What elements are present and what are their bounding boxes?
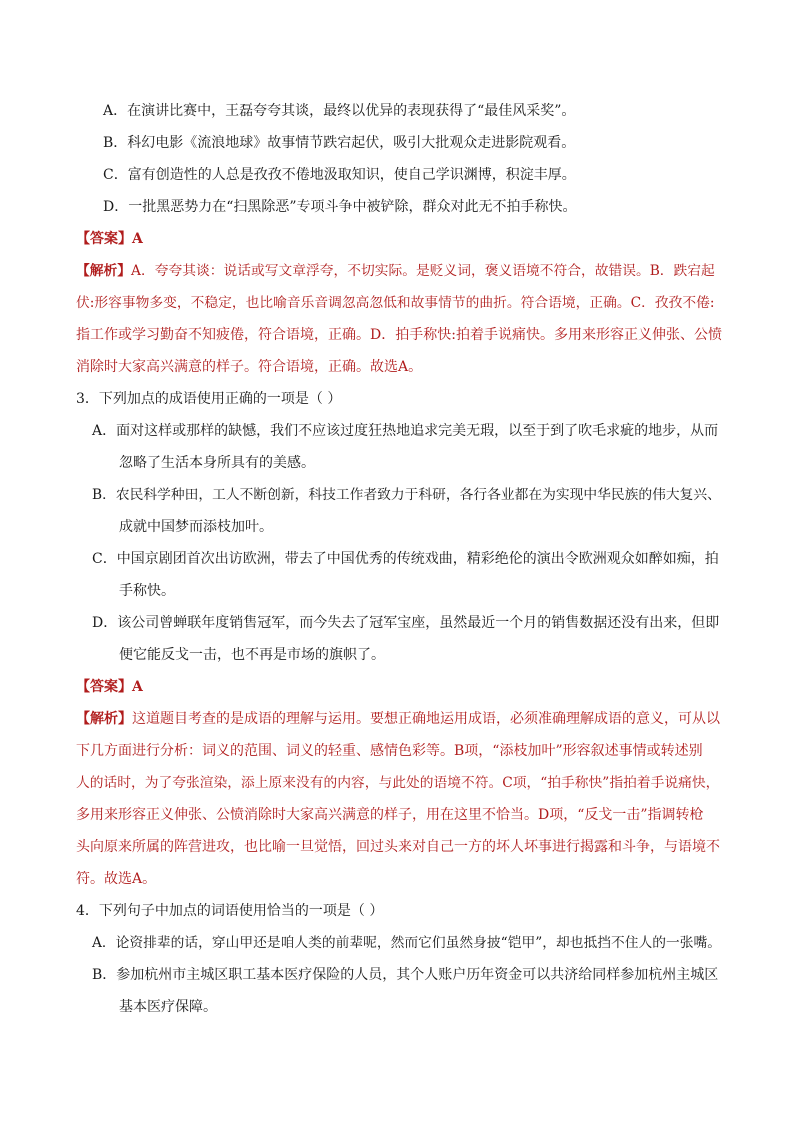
q3-option-d-line-2: 便它能反戈一击，也不再是市场的旗帜了。 bbox=[119, 647, 385, 663]
q2-answer bbox=[76, 229, 143, 249]
q3-analysis-line-5: 头向原来所属的阵营进攻，也比喻一旦觉悟，回过头来对自己一方的坏人坏事进行揭露和斗争，与语境不 bbox=[76, 839, 720, 855]
q3-analysis-line-4: 多用来形容正义伸张、公愤消除时大家高兴满意的样子，用在这里不恰当。D项，“反戈一击”指调转枪 bbox=[76, 807, 704, 823]
q3-option-b-line-2: 成就中国梦而添枝加叶。 bbox=[119, 519, 273, 535]
q2-analysis-line-2: 伏:形容事物多变，不稳定，也比喻音乐音调忽高忽低和故事情节的曲折。符合语境，正确。C．孜孜不倦: bbox=[76, 295, 715, 311]
q3-option-a-line-1: A．面对这样或那样的缺憾，我们不应该过度狂热地追求完美无瑕，以至于到了吹毛求疵的地步，从而 bbox=[92, 423, 719, 439]
answer-label: 【答案】 bbox=[76, 679, 132, 695]
q3-analysis-line-2: 下几方面进行分析：词义的范围、词义的轻重、感情色彩等。B项，“添枝加叶”形容叙述事情或转述别 bbox=[76, 743, 703, 759]
q3-answer bbox=[76, 677, 143, 697]
q4-option-b-line-2: 基本医疗保障。 bbox=[119, 999, 217, 1015]
q2-analysis-line-3: 指工作或学习勤奋不知疲倦，符合语境，正确。D．拍手称快:拍着手说痛快。多用来形容正义伸张、公愤 bbox=[76, 327, 722, 343]
q3-analysis-line-1: 【解析】这道题目考查的是成语的理解与运用。要想正确地运用成语，必须准确理解成语的意义，可从以 bbox=[76, 711, 720, 727]
q3-option-b-line-1: B．农民科学种田，工人不断创新，科技工作者致力于科研，各行各业都在为实现中华民族的伟大复兴、 bbox=[92, 487, 721, 503]
q3-option-a-line-2: 忽略了生活本身所具有的美感。 bbox=[119, 455, 315, 471]
q3-stem: 3．下列加点的成语使用正确的一项是（ ） bbox=[76, 391, 342, 407]
q2-option-b: B．科幻电影《流浪地球》故事情节跌宕起伏，吸引大批观众走进影院观看。 bbox=[103, 135, 576, 151]
q2-option-d: D．一批黑恶势力在“扫黑除恶”专项斗争中被铲除，群众对此无不拍手称快。 bbox=[103, 199, 577, 215]
answer-label: 【答案】 bbox=[76, 231, 132, 247]
q4-option-b-line-1: B．参加杭州市主城区职工基本医疗保险的人员，其个人账户历年资金可以共济给同样参加杭州主城区 bbox=[92, 967, 719, 983]
q4-stem: 4．下列句子中加点的词语使用恰当的一项是（ ） bbox=[76, 903, 384, 919]
answer-value: A bbox=[132, 231, 143, 247]
answer-value: A bbox=[132, 679, 143, 695]
q3-analysis-line-6: 符。故选A。 bbox=[76, 871, 157, 887]
q3-option-d-line-1: D．该公司曾蝉联年度销售冠军，而今失去了冠军宝座，虽然最近一个月的销售数据还没有出来，但即 bbox=[92, 615, 720, 631]
analysis-label: 【解析】 bbox=[76, 263, 132, 279]
q2-analysis-line-1: 【解析】A．夸夸其谈：说话或写文章浮夸，不切实际。是贬义词，褒义语境不符合，故错误。B．跌宕起 bbox=[76, 263, 715, 279]
q3-option-c-line-2: 手称快。 bbox=[119, 583, 175, 599]
q3-analysis-line-3: 人的话时，为了夸张渲染，添上原来没有的内容，与此处的语境不符。C项，“拍手称快”指拍着手说痛快， bbox=[76, 775, 720, 791]
analysis-label: 【解析】 bbox=[76, 711, 132, 727]
q2-option-c: C．富有创造性的人总是孜孜不倦地汲取知识，使自己学识渊博，积淀丰厚。 bbox=[103, 167, 576, 183]
q4-option-a-line-1: A．论资排辈的话，穿山甲还是咱人类的前辈呢，然而它们虽然身披“铠甲”，却也抵挡不住人的一张嘴。 bbox=[92, 935, 721, 951]
q2-option-a: A．在演讲比赛中，王磊夸夸其谈，最终以优异的表现获得了“最佳风采奖”。 bbox=[103, 103, 576, 119]
q2-analysis-line-4: 消除时大家高兴满意的样子。符合语境，正确。故选A。 bbox=[76, 359, 423, 375]
q3-option-c-line-1: C．中国京剧团首次出访欧洲，带去了中国优秀的传统戏曲，精彩绝伦的演出令欧洲观众如醉如痴，拍 bbox=[92, 551, 719, 567]
